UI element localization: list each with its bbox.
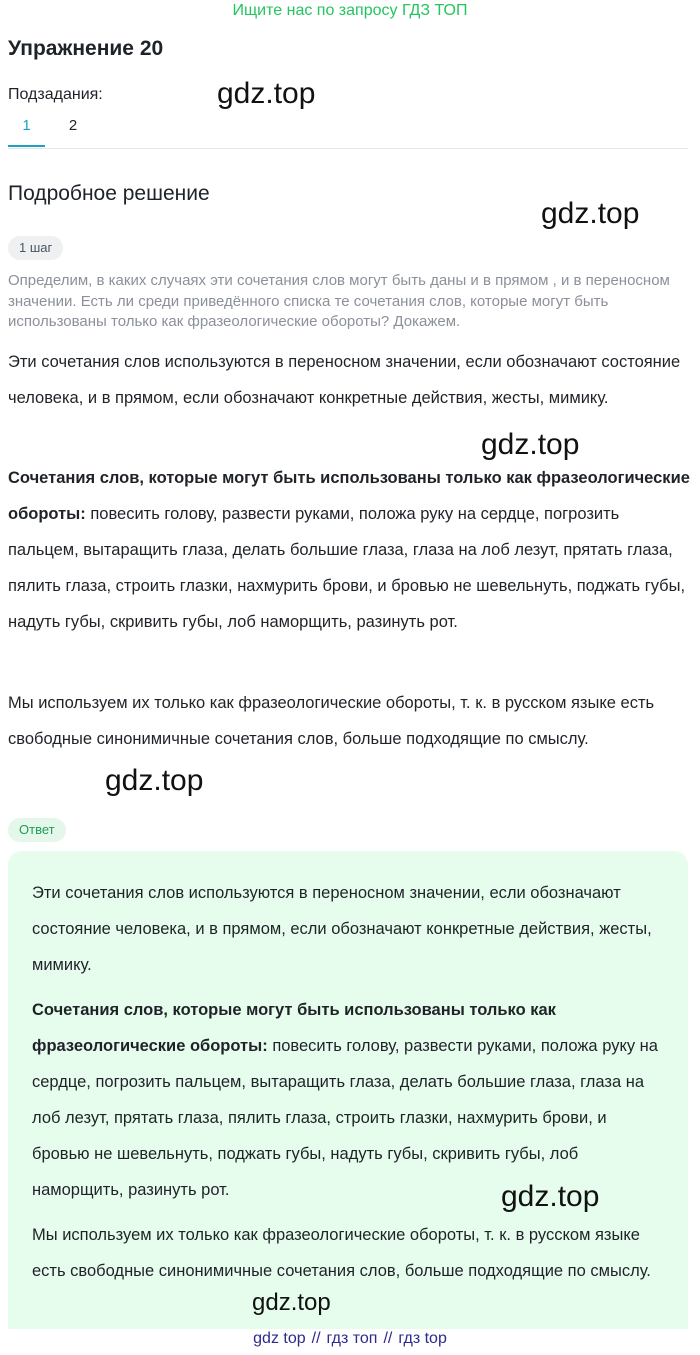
subtasks-label: Подзадания: xyxy=(8,86,103,103)
answer-paragraph: Мы используем их только как фразеологические обороты, т. к. в русском языке есть свободные синонимичные сочетания слов, больше подходящие по смыслу. xyxy=(32,1226,651,1280)
footer-links xyxy=(0,1330,700,1348)
tab-subtask-2[interactable]: 2 xyxy=(68,117,78,134)
footer-separator: // xyxy=(311,1330,321,1347)
section-title: Подробное решение xyxy=(8,182,210,205)
solution-bold-lead: Сочетания слов, которые могут быть использованы только как фразеологические обороты: xyxy=(8,469,690,523)
footer-link[interactable]: gdz top xyxy=(253,1330,306,1347)
page-title: Упражнение 20 xyxy=(8,37,164,60)
solution-paragraph: Мы используем их только как фразеологические обороты, т. к. в русском языке есть свободные синонимичные сочетания слов, больше подходящие по смыслу. xyxy=(8,694,655,748)
solution-list: повесить голову, развести руками, положа руку на сердце, погрозить пальцем, вытаращить глаза, делать большие глаза, глаза на лоб лезут, прятать глаза, пялить глаза, строить глазки, нахмурить брови, и бровью не шевельнуть, поджать губы, надуть губы, скривить губы, лоб наморщить, разинуть рот. xyxy=(8,505,686,631)
solution-paragraph: Эти сочетания слов используются в переносном значении, если обозначают состояние человека, и в прямом, если обозначают конкретные действия, жесты, мимику. xyxy=(8,353,681,407)
answer-bold-lead: Сочетания слов, которые могут быть использованы только как фразеологические обороты: xyxy=(32,1001,556,1055)
watermark: gdz.top xyxy=(252,1289,331,1316)
answer-box xyxy=(8,851,688,1329)
solution-paragraph xyxy=(8,460,690,640)
answer-badge: Ответ xyxy=(8,818,66,842)
subtask-tabs xyxy=(8,113,688,149)
watermark: gdz.top xyxy=(501,1180,600,1213)
step-badge: 1 шаг xyxy=(8,236,63,260)
watermark: gdz.top xyxy=(217,77,316,110)
watermark: gdz.top xyxy=(105,764,204,797)
answer-paragraph xyxy=(32,992,666,1208)
answer-list: повесить голову, развести руками, положа руку на сердце, погрозить пальцем, вытаращить глаза, делать большие глаза, глаза на лоб лезут, прятать глаза, пялить глаза, строить глазки, нахмурить брови, и бровью не шевельнуть, поджать губы, надуть губы, скривить губы, лоб наморщить, разинуть рот. xyxy=(32,1037,658,1199)
footer-separator: // xyxy=(383,1330,393,1347)
watermark: gdz.top xyxy=(541,197,640,230)
footer-link[interactable]: гдз top xyxy=(398,1330,447,1347)
watermark: gdz.top xyxy=(481,428,580,461)
search-banner: Ищите нас по запросу ГДЗ ТОП xyxy=(232,2,468,19)
answer-paragraph: Эти сочетания слов используются в переносном значении, если обозначают состояние человека, и в прямом, если обозначают конкретные действия, жесты, мимику. xyxy=(32,884,652,974)
footer-link[interactable]: гдз топ xyxy=(326,1330,378,1347)
hint-text: Определим, в каких случаях эти сочетания слов могут быть даны и в прямом , и в переносном значении. Есть ли среди приведённого списка те сочетания слов, которые могут быть использованы только как фразеологические обороты? Докажем. xyxy=(8,272,670,330)
tab-subtask-1[interactable]: 1 xyxy=(8,113,45,147)
